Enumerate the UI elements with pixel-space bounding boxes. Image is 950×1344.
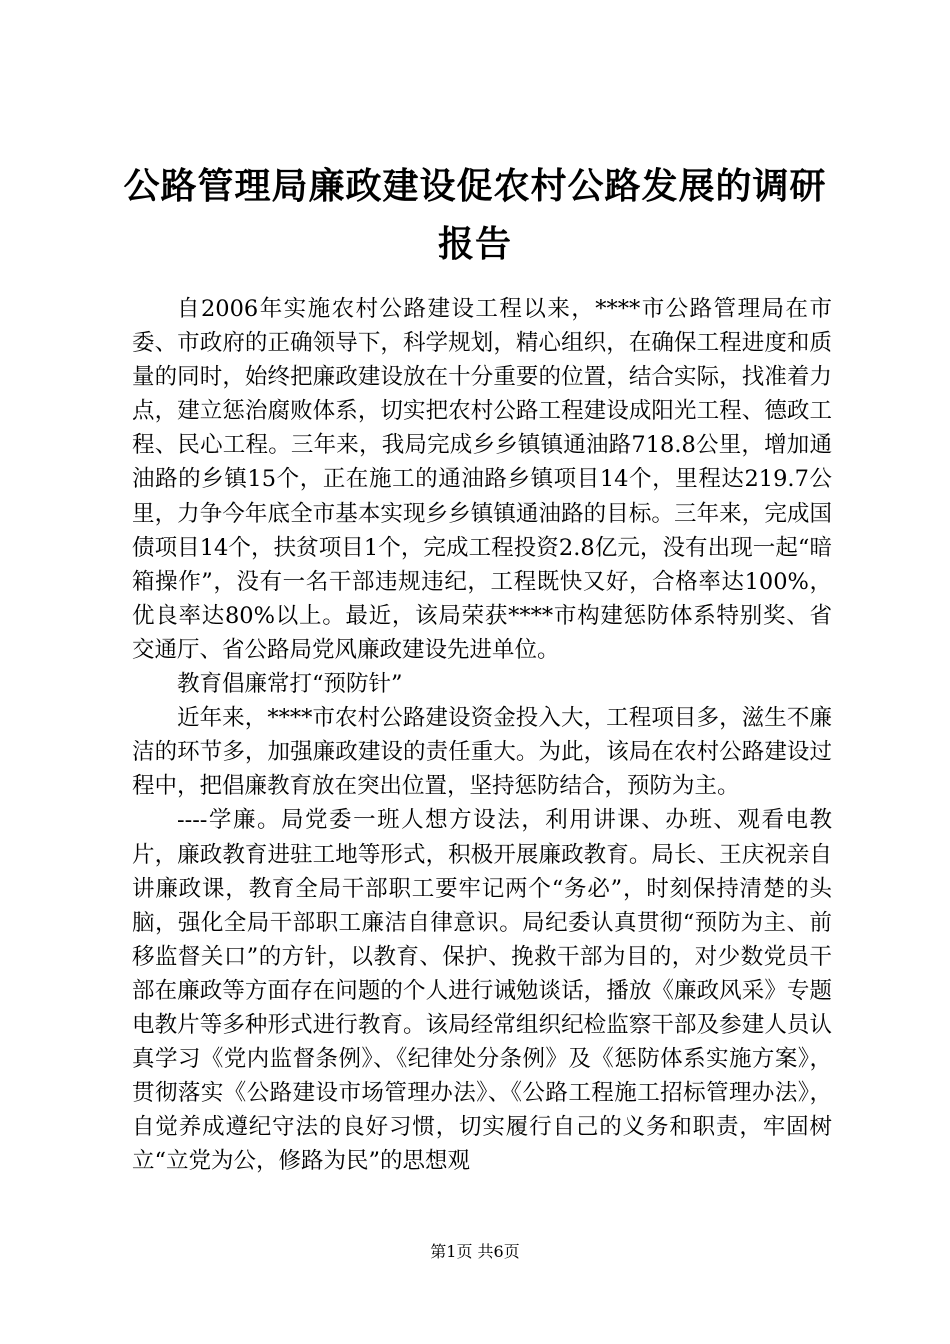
document-body xyxy=(132,292,832,1178)
section-heading: 教育倡廉常打“预防针” xyxy=(177,671,403,698)
paragraph-intro: 自2006年实施农村公路建设工程以来，****市公路管理局在市委、市政府的正确领导下，科学规划，精心组织，在确保工程进度和质量的同时，始终把廉政建设放在十分重要的位置，结合实际，找准着力点，建立惩治腐败体系，切实把农村公路工程建设成阳光工程、德政工程、民心工程。三年来，我局完成乡乡镇镇通油路718.8公里，增加通油路的乡镇15个，正在施工的通油路乡镇项目14个，里程达219.7公里，力争今年底全市基本实现乡乡镇镇通油路的目标。三年来，完成国债项目14个，扶贫项目1个，完成工程投资2.8亿元，没有出现一起“暗箱操作”，没有一名干部违规违纪，工程既快又好，合格率达100%，优良率达80%以上。最近，该局荣获****市构建惩防体系特别奖、省交通厅、省公路局党风廉政建设先进单位。 xyxy=(132,296,832,663)
page-footer: 第1页 共6页 xyxy=(430,1242,520,1261)
document-title: 公路管理局廉政建设促农村公路发展的调研报告 xyxy=(123,166,827,265)
paragraph-xuelian: ----学廉。局党委一班人想方设法，利用讲课、办班、观看电教片，廉政教育进驻工地等形式，积极开展廉政教育。局长、王庆祝亲自讲廉政课，教育全局干部职工要牢记两个“务必”，时刻保持清楚的头脑，强化全局干部职工廉洁自律意识。局纪委认真贯彻“预防为主、前移监督关口”的方针，以教育、保护、挽救干部为目的，对少数党员干部在廉政等方面存在问题的个人进行诫勉谈话，播放《廉政风采》专题电教片等多种形式进行教育。该局经常组织纪检监察干部及参建人员认真学习《党内监督条例》、《纪律处分条例》及《惩防体系实施方案》，贯彻落实《公路建设市场管理办法》、《公路工程施工招标管理办法》，自觉养成遵纪守法的良好习惯，切实履行自己的义务和职责，牢固树立“立党为公，修路为民”的思想观 xyxy=(132,807,832,1175)
paragraph-background: 近年来，****市农村公路建设资金投入大，工程项目多，滋生不廉洁的环节多，加强廉政建设的责任重大。为此，该局在农村公路建设过程中，把倡廉教育放在突出位置，坚持惩防结合，预防为主。 xyxy=(132,705,832,800)
